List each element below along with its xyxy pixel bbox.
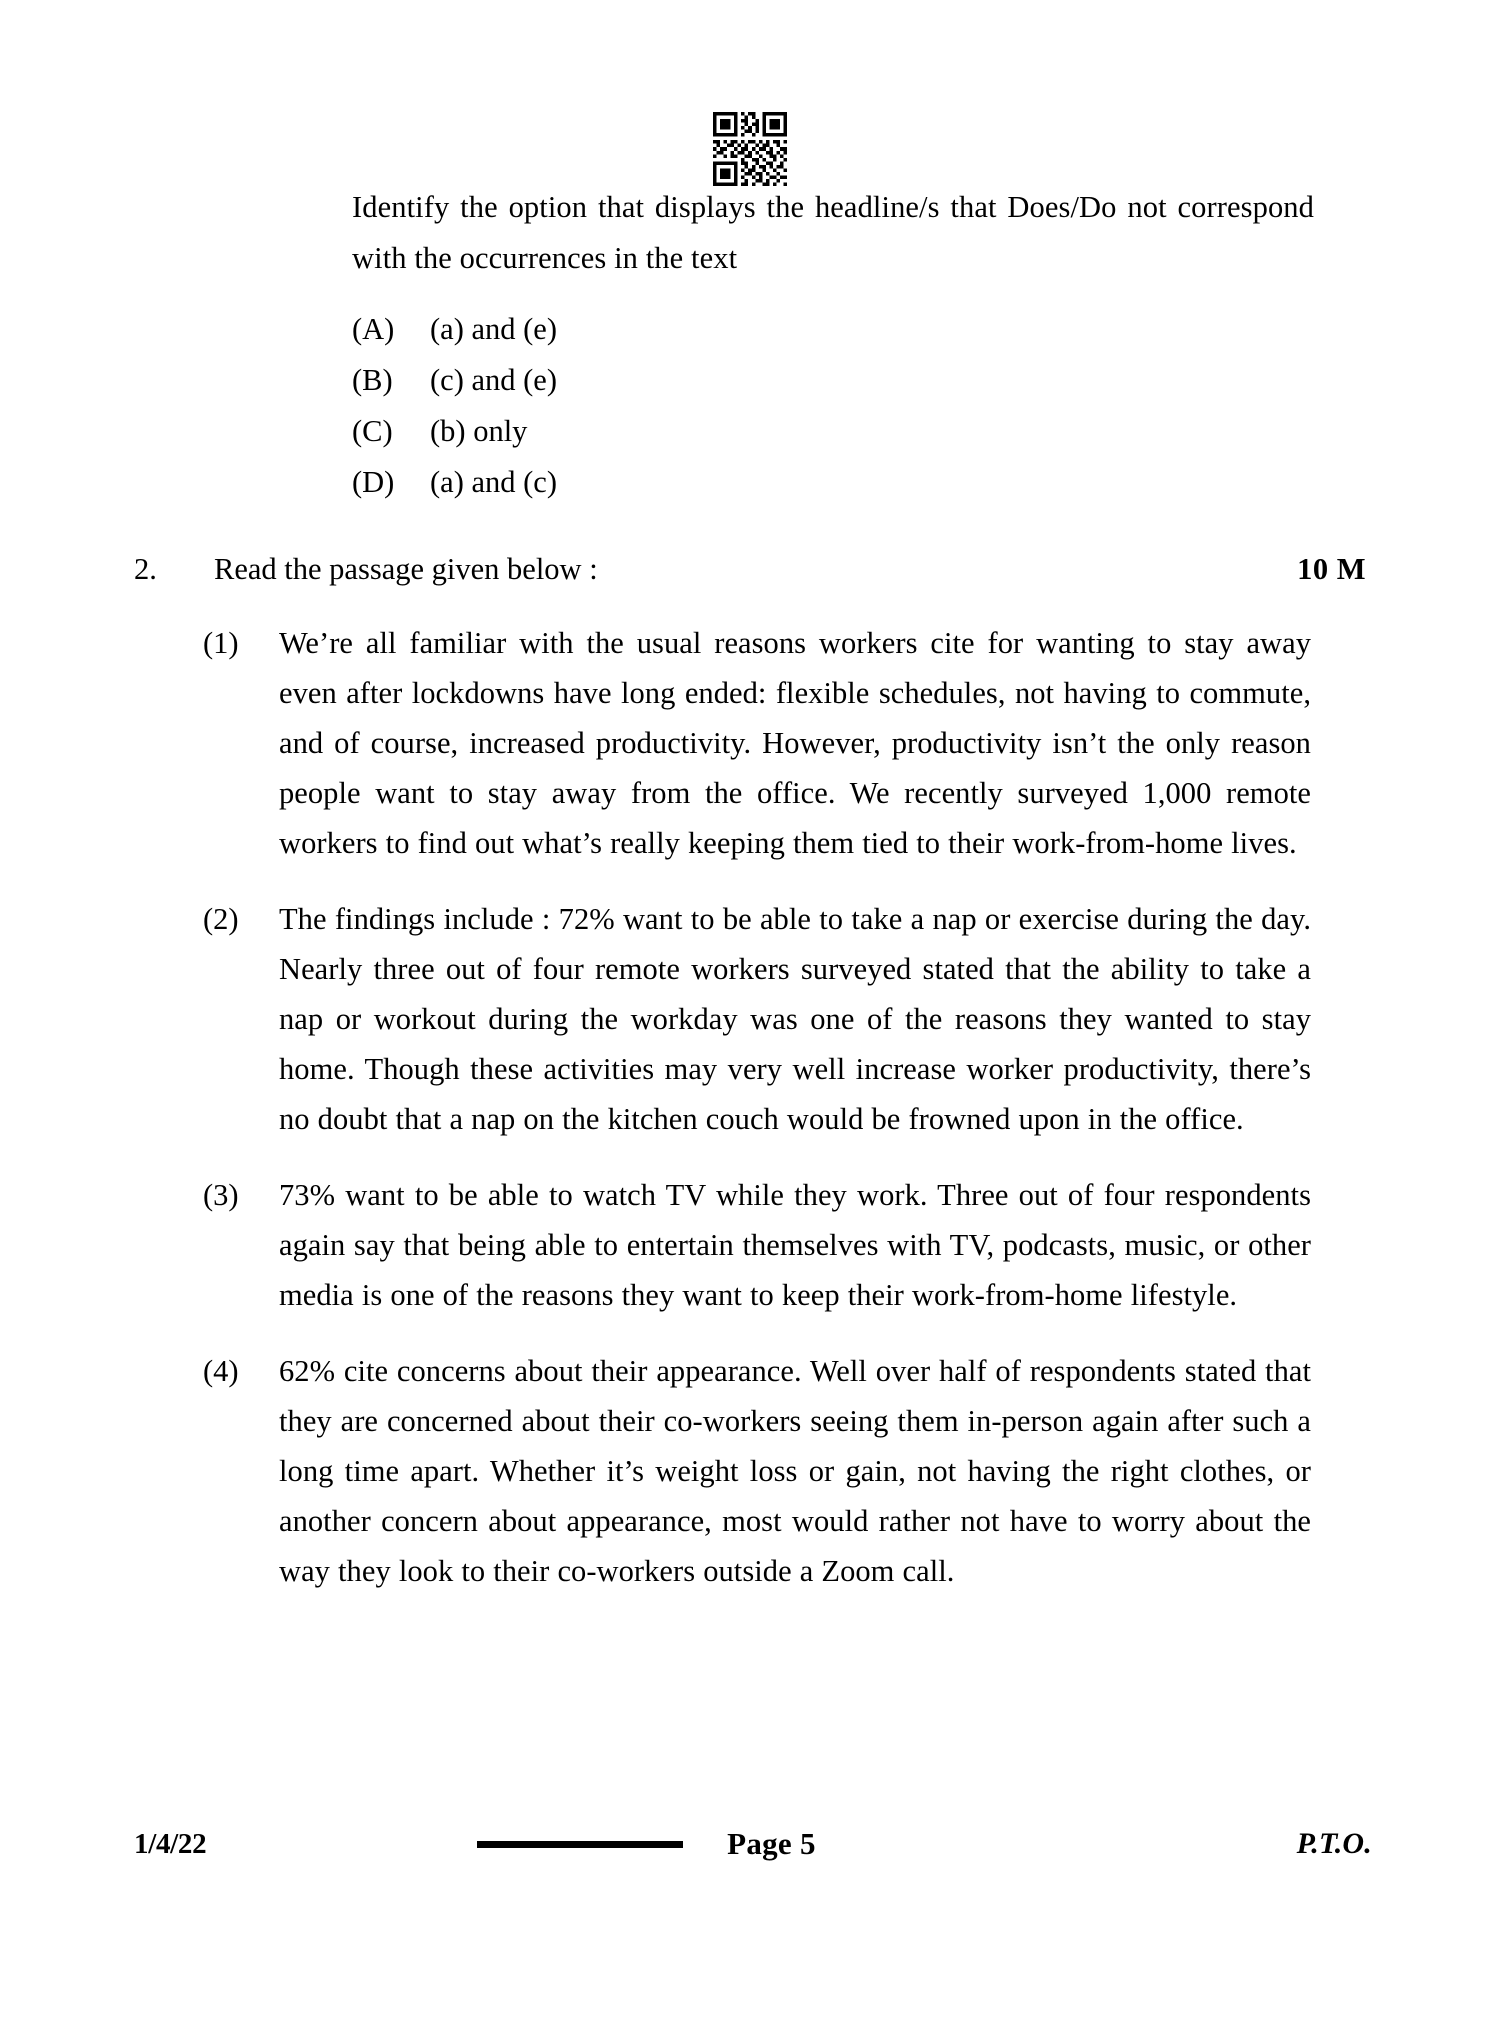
mcq-option-b-text: (c) and (e) xyxy=(430,363,557,397)
paragraph-number: (4) xyxy=(203,1354,239,1388)
mcq-option-b[interactable] xyxy=(352,355,1314,406)
paragraph-number: (2) xyxy=(203,902,239,936)
mcq-block xyxy=(352,182,1314,508)
qr-code-icon xyxy=(713,112,787,186)
turn-over-note: P.T.O. xyxy=(1296,1827,1372,1860)
mcq-option-c-label: (C) xyxy=(352,414,393,448)
mcq-option-c[interactable] xyxy=(352,406,1314,457)
page-number: Page 5 xyxy=(727,1826,816,1861)
passage-paragraph xyxy=(203,894,1311,1144)
paragraph-number: (1) xyxy=(203,626,239,660)
mcq-option-b-label: (B) xyxy=(352,363,393,397)
footer-center-group xyxy=(236,1826,1296,1862)
mcq-option-c-text: (b) only xyxy=(430,414,528,448)
paragraph-number: (3) xyxy=(203,1178,239,1212)
paper-code: 1/4/22 xyxy=(134,1827,207,1860)
mcq-stem: Identify the option that displays the headline/s that Does/Do not correspond with the occurrences in the text xyxy=(352,190,1314,275)
passage-body xyxy=(203,618,1311,1622)
question-2-title: Read the passage given below : xyxy=(214,552,598,586)
mcq-option-a-label: (A) xyxy=(352,312,395,346)
page-footer xyxy=(134,1826,1372,1862)
mcq-option-a-text: (a) and (e) xyxy=(430,312,557,346)
question-2-marks: 10 M xyxy=(1297,552,1366,586)
paragraph-text: The findings include : 72% want to be able to take a nap or exercise during the day. Nearly three out of four remote workers surveyed stated that the ability to take a nap or workout during the workday was one of the reasons they wanted to stay home. Though these activities may very well increase worker productivity, there’s no doubt that a nap on the kitchen couch would be frowned upon in the office. xyxy=(279,902,1311,1136)
paragraph-text: 73% want to be able to watch TV while they work. Three out of four respondents again say that being able to entertain themselves with TV, podcasts, music, or other media is one of the reasons they want to keep their work-from-home lifestyle. xyxy=(279,1178,1311,1312)
mcq-option-d-label: (D) xyxy=(352,465,395,499)
mcq-options-list xyxy=(352,304,1314,508)
paragraph-text: 62% cite concerns about their appearance. Well over half of respondents stated that they are concerned about their co-workers seeing them in-person again after such a long time apart. Whether it’s weight loss or gain, not having the right clothes, or another concern about appearance, most would rather not have to worry about the way they look to their co-workers outside a Zoom call. xyxy=(279,1354,1311,1588)
mcq-option-a[interactable] xyxy=(352,304,1314,355)
question-2-header xyxy=(134,548,1366,590)
passage-paragraph xyxy=(203,618,1311,868)
mcq-option-d-text: (a) and (c) xyxy=(430,465,557,499)
footer-divider-rule xyxy=(477,1841,683,1848)
paragraph-text: We’re all familiar with the usual reasons workers cite for wanting to stay away even after lockdowns have long ended: flexible schedules, not having to commute, and of course, increased productivity. However, productivity isn’t the only reason people want to stay away from the office. We recently surveyed 1,000 remote workers to find out what’s really keeping them tied to their work-from-home lives. xyxy=(279,626,1311,860)
passage-paragraph xyxy=(203,1170,1311,1320)
question-2-number: 2. xyxy=(134,552,157,586)
passage-paragraph xyxy=(203,1346,1311,1596)
mcq-option-d[interactable] xyxy=(352,457,1314,508)
